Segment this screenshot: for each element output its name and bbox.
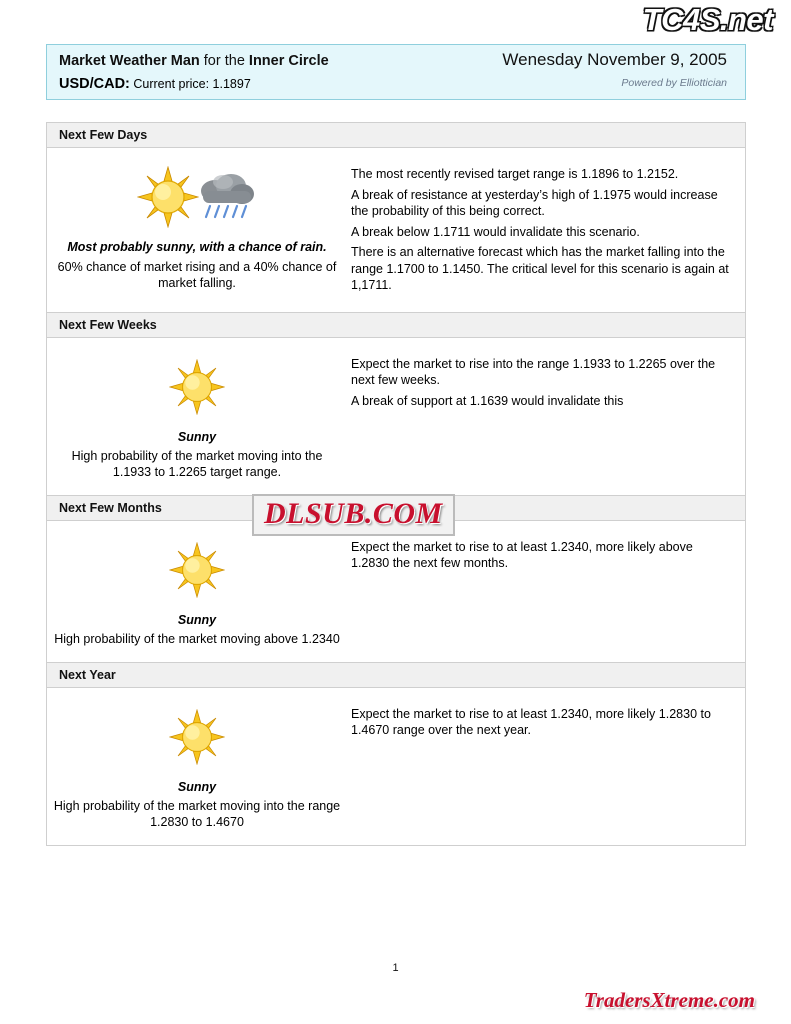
section-heading: Next Year (47, 663, 745, 688)
commentary-paragraph: The most recently revised target range is 1.1896 to 1.2152. (351, 167, 679, 181)
condition-label: Sunny (177, 429, 217, 444)
dlsub-watermark: DLSUB.COM (252, 494, 455, 536)
powered-by-label: Powered by Elliottician (621, 77, 727, 89)
commentary-paragraph: Expect the market to rise into the range 1.1933 to 1.2265 over the next few weeks. (351, 356, 716, 387)
section-summary-column (47, 688, 347, 845)
commentary-paragraph: Expect the market to rise to at least 1.2340, more likely above 1.2830 the next few months. (351, 539, 693, 571)
section-summary-column (47, 521, 347, 662)
section-commentary-column (347, 688, 745, 757)
tradersxtreme-watermark: TradersXtreme.com (583, 988, 755, 1012)
page-title (59, 53, 329, 69)
commentary-paragraph: A break of resistance at yesterday’s high of 1.1975 would increase the probability of this being correct. (351, 187, 718, 218)
tc4s-watermark: TC4S.net (642, 2, 773, 37)
commentary-paragraph: There is an alternative forecast which has the market falling into the range 1.1700 to 1.1450. The critical level for this scenario is again at 1,1711. (351, 245, 729, 292)
title-part-connector: for the (199, 53, 249, 69)
condition-label: Sunny (177, 612, 217, 627)
page-number: 1 (392, 962, 399, 974)
sun-icon (169, 542, 225, 598)
section-heading: Next Few Months (47, 496, 745, 521)
commentary-paragraph: A break below 1.1711 would invalidate this scenario. (351, 224, 640, 239)
commentary-paragraph: A break of support at 1.1639 would invalidate this (351, 393, 624, 408)
forecast-sections (46, 122, 746, 846)
condition-description: High probability of the market moving above 1.2340 (54, 632, 340, 647)
section-heading: Next Few Weeks (47, 313, 745, 338)
condition-label: Most probably sunny, with a chance of rain. (67, 240, 327, 254)
weather-icon-group (53, 350, 341, 424)
rain-cloud-icon (195, 167, 257, 227)
currency-pair: USD/CAD: (59, 76, 130, 92)
section-summary-column (47, 338, 347, 495)
section-body (47, 148, 745, 312)
condition-description: 60% chance of market rising and a 40% chance of market falling. (57, 259, 337, 290)
section-summary-column (47, 148, 347, 305)
condition-description: High probability of the market moving into the range 1.2830 to 1.4670 (53, 799, 341, 830)
report-header (46, 44, 746, 100)
weather-icon-group (53, 160, 341, 234)
header-row-instrument (59, 75, 735, 95)
condition-label: Sunny (177, 779, 217, 794)
condition-description: High probability of the market moving into the 1.1933 to 1.2265 target range. (71, 449, 323, 480)
sun-icon (137, 166, 199, 228)
section-commentary-column (347, 338, 745, 428)
header-row-title (59, 52, 735, 74)
forecast-section-next-few-days (46, 122, 746, 313)
title-part-1: Market Weather Man (59, 53, 200, 69)
sun-icon (169, 359, 225, 415)
sun-icon (169, 709, 225, 765)
current-price: Current price: 1.1897 (129, 77, 251, 91)
section-body (47, 521, 745, 662)
weather-icon-group (53, 533, 341, 607)
section-commentary-column (347, 148, 745, 312)
report-date: Wenesday November 9, 2005 (502, 50, 727, 69)
section-body (47, 338, 745, 495)
section-body (47, 688, 745, 845)
forecast-section-next-year (46, 663, 746, 846)
section-heading: Next Few Days (47, 123, 745, 148)
title-part-2: Inner Circle (248, 53, 329, 69)
commentary-paragraph: Expect the market to rise to at least 1.2340, more likely 1.2830 to 1.4670 range over the next year. (351, 706, 711, 737)
weather-icon-group (53, 700, 341, 774)
forecast-section-next-few-weeks (46, 313, 746, 496)
